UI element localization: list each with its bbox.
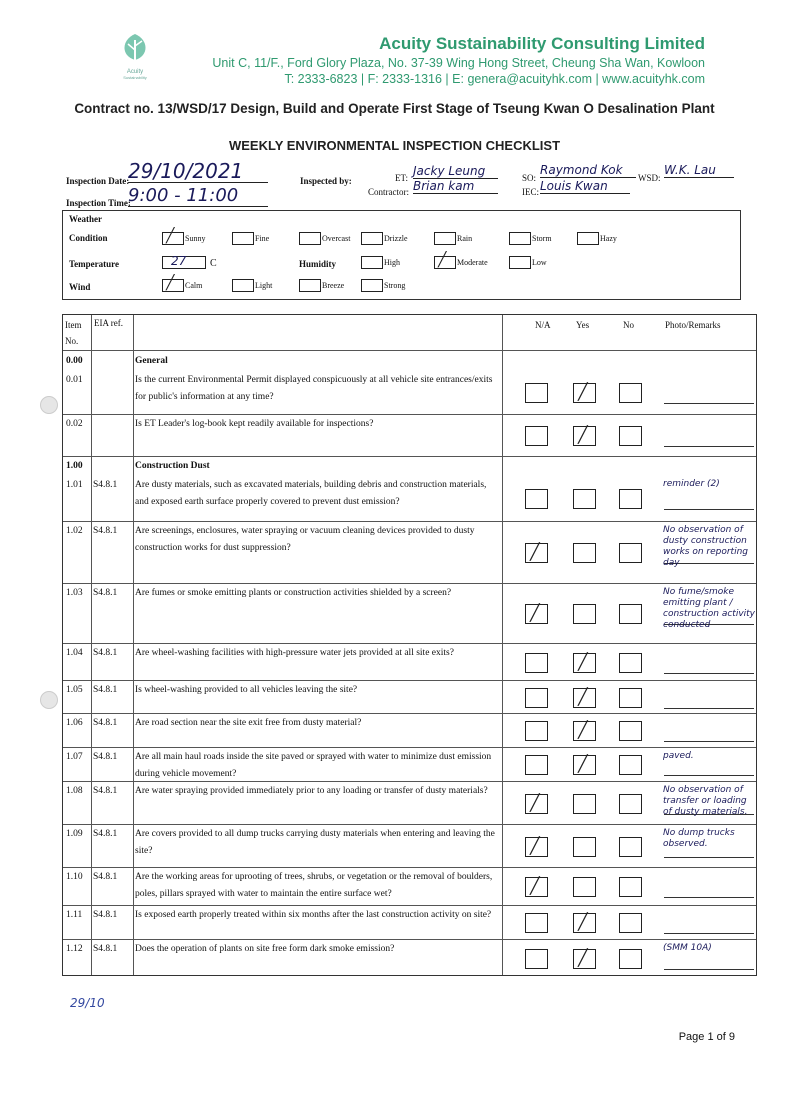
yes-checkbox[interactable] bbox=[573, 383, 596, 403]
sunny-checkbox[interactable]: ╱ bbox=[162, 232, 184, 245]
na-checkbox[interactable] bbox=[525, 383, 548, 403]
na-checkbox[interactable] bbox=[525, 543, 548, 563]
overcast-checkbox[interactable] bbox=[299, 232, 321, 245]
na-checkbox[interactable] bbox=[525, 688, 548, 708]
item-number: 0.02 bbox=[66, 419, 83, 429]
yes-checkbox[interactable] bbox=[573, 949, 596, 969]
drizzle-option: Drizzle bbox=[384, 234, 408, 243]
yes-checkbox[interactable] bbox=[573, 877, 596, 897]
check-mark-icon: ╱ bbox=[578, 912, 588, 931]
rain-checkbox[interactable] bbox=[434, 232, 456, 245]
humidity-label: Humidity bbox=[299, 259, 337, 269]
fine-option: Fine bbox=[255, 234, 270, 243]
question-text: Are fumes or smoke emitting plants or construction activities shielded by a screen? bbox=[135, 588, 452, 598]
na-checkbox[interactable] bbox=[525, 755, 548, 775]
light-checkbox[interactable] bbox=[232, 279, 254, 292]
leaf-logo-icon bbox=[115, 30, 155, 62]
na-checkbox[interactable] bbox=[525, 426, 548, 446]
question-text: Are all main haul roads inside the site paved or sprayed with water to minimize dust emission during vehicle movement? bbox=[135, 752, 492, 779]
checklist-table bbox=[62, 314, 757, 976]
remarks-line bbox=[664, 857, 754, 858]
drizzle-checkbox[interactable] bbox=[361, 232, 383, 245]
yes-checkbox[interactable] bbox=[573, 755, 596, 775]
company-address bbox=[212, 55, 705, 87]
item-number: 1.12 bbox=[66, 944, 83, 954]
eia-ref: S4.8.1 bbox=[93, 718, 118, 728]
check-mark-icon: ╱ bbox=[530, 542, 540, 561]
no-checkbox[interactable] bbox=[619, 721, 642, 741]
remarks-line bbox=[664, 708, 754, 709]
remarks-line bbox=[664, 509, 754, 510]
yes-checkbox[interactable] bbox=[573, 489, 596, 509]
item-number: 1.11 bbox=[66, 910, 83, 920]
header-yes: Yes bbox=[576, 320, 590, 330]
no-checkbox[interactable] bbox=[619, 426, 642, 446]
na-checkbox[interactable] bbox=[525, 949, 548, 969]
item-number: 1.09 bbox=[66, 829, 83, 839]
section-heading: General bbox=[135, 356, 168, 366]
question-text: Are the working areas for uprooting of trees, shrubs, or vegetation or the removal of boulders, poles, pillars sprayed with water to maintain the entire surface wet? bbox=[135, 872, 493, 899]
no-checkbox[interactable] bbox=[619, 383, 642, 403]
yes-checkbox[interactable] bbox=[573, 653, 596, 673]
remarks-line bbox=[664, 741, 754, 742]
question-text: Is exposed earth properly treated within six months after the last construction activity on site? bbox=[135, 910, 492, 920]
header-remarks: Photo/Remarks bbox=[665, 320, 721, 330]
yes-checkbox[interactable] bbox=[573, 721, 596, 741]
hazy-option: Hazy bbox=[600, 234, 617, 243]
item-number: 1.02 bbox=[66, 526, 83, 536]
remarks-line bbox=[664, 897, 754, 898]
breeze-option: Breeze bbox=[322, 281, 345, 290]
item-number: 1.06 bbox=[66, 718, 83, 728]
eia-ref: S4.8.1 bbox=[93, 480, 118, 490]
wind-label: Wind bbox=[69, 282, 91, 292]
remarks-line bbox=[664, 933, 754, 934]
punch-hole bbox=[40, 396, 58, 414]
high-humidity-checkbox[interactable] bbox=[361, 256, 383, 269]
temperature-unit: C bbox=[210, 258, 217, 269]
na-checkbox[interactable] bbox=[525, 721, 548, 741]
remark-text: No dump trucks observed. bbox=[663, 828, 735, 849]
yes-checkbox[interactable] bbox=[573, 604, 596, 624]
na-checkbox[interactable] bbox=[525, 653, 548, 673]
remark-text: (SMM 10A) bbox=[663, 943, 712, 953]
header-eia: EIA ref. bbox=[94, 318, 123, 328]
header-item: Item No. bbox=[65, 320, 82, 346]
check-mark-icon: ╱ bbox=[578, 754, 588, 773]
eia-ref: S4.8.1 bbox=[93, 648, 118, 658]
header-na: N/A bbox=[535, 320, 551, 330]
high-humidity-option: High bbox=[384, 258, 400, 267]
eia-ref: S4.8.1 bbox=[93, 588, 118, 598]
calm-option: Calm bbox=[185, 281, 203, 290]
check-mark-icon: ╱ bbox=[530, 793, 540, 812]
header-no: No bbox=[623, 320, 634, 330]
yes-checkbox[interactable] bbox=[573, 543, 596, 563]
check-mark-icon: ╱ bbox=[578, 425, 588, 444]
no-checkbox[interactable] bbox=[619, 653, 642, 673]
temperature-value: 27 bbox=[171, 254, 187, 268]
eia-ref: S4.8.1 bbox=[93, 786, 118, 796]
low-humidity-option: Low bbox=[532, 258, 547, 267]
yes-checkbox[interactable] bbox=[573, 913, 596, 933]
na-checkbox[interactable] bbox=[525, 794, 548, 814]
inspection-date-label: Inspection Date: bbox=[66, 176, 130, 186]
check-mark-icon: ╱ bbox=[530, 876, 540, 895]
yes-checkbox[interactable] bbox=[573, 426, 596, 446]
item-number: 0.01 bbox=[66, 375, 83, 385]
no-checkbox[interactable] bbox=[619, 688, 642, 708]
weather-label: Weather bbox=[69, 214, 102, 224]
remarks-line bbox=[664, 775, 754, 776]
eia-ref: S4.8.1 bbox=[93, 944, 118, 954]
question-text: Is the current Environmental Permit displayed conspicuously at all vehicle site entrances/exits for public's information at any time? bbox=[135, 375, 493, 402]
item-number: 1.01 bbox=[66, 480, 83, 490]
remark-text: No fume/smoke emitting plant / construction activity conducted bbox=[663, 587, 756, 630]
na-checkbox[interactable] bbox=[525, 877, 548, 897]
item-number: 1.05 bbox=[66, 685, 83, 695]
remarks-line bbox=[664, 969, 754, 970]
et-value: Jacky Leung bbox=[413, 164, 498, 179]
iec-value: Louis Kwan bbox=[540, 179, 630, 194]
strong-option: Strong bbox=[384, 281, 406, 290]
no-checkbox[interactable] bbox=[619, 794, 642, 814]
item-number: 1.04 bbox=[66, 648, 83, 658]
remark-text: reminder (2) bbox=[663, 479, 720, 489]
et-label: ET: bbox=[395, 173, 409, 183]
logo-name: Acuity bbox=[126, 69, 144, 75]
moderate-humidity-option: Moderate bbox=[457, 258, 488, 267]
overcast-option: Overcast bbox=[322, 234, 351, 243]
eia-ref: S4.8.1 bbox=[93, 685, 118, 695]
item-number: 1.00 bbox=[66, 461, 83, 471]
rain-option: Rain bbox=[457, 234, 473, 243]
hazy-checkbox[interactable] bbox=[577, 232, 599, 245]
yes-checkbox[interactable] bbox=[573, 688, 596, 708]
weather-conditions-box bbox=[62, 210, 741, 300]
temperature-field[interactable] bbox=[162, 256, 206, 269]
temperature-label: Temperature bbox=[69, 259, 119, 269]
no-checkbox[interactable] bbox=[619, 489, 642, 509]
check-mark-icon: ╱ bbox=[530, 836, 540, 855]
inspection-date-value: 29/10/2021 bbox=[128, 160, 268, 183]
inspected-by-label: Inspected by: bbox=[300, 176, 352, 186]
section-heading: Construction Dust bbox=[135, 461, 210, 471]
storm-option: Storm bbox=[532, 234, 552, 243]
question-text: Are water spraying provided immediately prior to any loading or transfer of dusty materials? bbox=[135, 786, 488, 796]
so-label: SO: bbox=[522, 173, 537, 183]
page-title: WEEKLY ENVIRONMENTAL INSPECTION CHECKLIST bbox=[228, 138, 561, 153]
item-number: 1.08 bbox=[66, 786, 83, 796]
contractor-value: Brian kam bbox=[413, 179, 498, 194]
condition-label: Condition bbox=[69, 233, 108, 243]
so-value: Raymond Kok bbox=[540, 163, 636, 178]
no-checkbox[interactable] bbox=[619, 755, 642, 775]
na-checkbox[interactable] bbox=[525, 913, 548, 933]
na-checkbox[interactable] bbox=[525, 489, 548, 509]
calm-checkbox[interactable]: ╱ bbox=[162, 279, 184, 292]
item-number: 0.00 bbox=[66, 356, 83, 366]
punch-hole bbox=[40, 691, 58, 709]
eia-ref: S4.8.1 bbox=[93, 910, 118, 920]
wsd-value: W.K. Lau bbox=[664, 163, 734, 178]
check-mark-icon: ╱ bbox=[578, 948, 588, 967]
eia-ref: S4.8.1 bbox=[93, 829, 118, 839]
question-text: Is wheel-washing provided to all vehicles leaving the site? bbox=[135, 685, 358, 695]
na-checkbox[interactable] bbox=[525, 604, 548, 624]
contract-title: Contract no. 13/WSD/17 Design, Build and Operate First Stage of Tseung Kwan O Desalination Plant bbox=[74, 101, 715, 116]
check-mark-icon: ╱ bbox=[578, 382, 588, 401]
eia-ref: S4.8.1 bbox=[93, 752, 118, 762]
moderate-humidity-checkbox[interactable]: ╱ bbox=[434, 256, 456, 269]
question-text: Are covers provided to all dump trucks carrying dusty materials when entering and leaving the site? bbox=[135, 829, 495, 856]
remark-text: paved. bbox=[663, 751, 694, 761]
check-mark-icon: ╱ bbox=[578, 720, 588, 739]
check-mark-icon: ╱ bbox=[578, 652, 588, 671]
eia-ref: S4.8.1 bbox=[93, 872, 118, 882]
question-text: Does the operation of plants on site free form dark smoke emission? bbox=[135, 944, 395, 954]
iec-label: IEC: bbox=[522, 187, 539, 197]
no-checkbox[interactable] bbox=[619, 877, 642, 897]
no-checkbox[interactable] bbox=[619, 913, 642, 933]
item-number: 1.10 bbox=[66, 872, 83, 882]
contact-line: T: 2333-6823 | F: 2333-1316 | E: genera@acuityhk.com | www.acuityhk.com bbox=[284, 72, 705, 86]
light-option: Light bbox=[255, 281, 273, 290]
question-text: Are road section near the site exit free from dusty material? bbox=[135, 718, 362, 728]
handwritten-initial: 29/10 bbox=[70, 996, 105, 1010]
company-logo bbox=[105, 30, 165, 92]
question-text: Is ET Leader's log-book kept readily available for inspections? bbox=[135, 419, 374, 429]
remark-text: No observation of dusty construction works on reporting day bbox=[663, 525, 749, 568]
page-number: Page 1 of 9 bbox=[678, 1031, 735, 1043]
no-checkbox[interactable] bbox=[619, 604, 642, 624]
question-text: Are wheel-washing facilities with high-pressure water jets provided at all site exits? bbox=[135, 648, 454, 658]
no-checkbox[interactable] bbox=[619, 837, 642, 857]
check-mark-icon: ╱ bbox=[578, 687, 588, 706]
inspection-time-label: Inspection Time: bbox=[66, 198, 131, 208]
contractor-label: Contractor: bbox=[368, 187, 409, 197]
check-mark-icon: ╱ bbox=[530, 603, 540, 622]
eia-ref: S4.8.1 bbox=[93, 526, 118, 536]
remarks-line bbox=[664, 403, 754, 404]
address-line: Unit C, 11/F., Ford Glory Plaza, No. 37-39 Wing Hong Street, Cheung Sha Wan, Kowloon bbox=[212, 56, 705, 70]
remark-text: No observation of transfer or loading of dusty materials. bbox=[663, 785, 748, 817]
question-text: Are dusty materials, such as excavated materials, building debris and construction materials, and exposed earth surface properly covered to prevent dust emission? bbox=[135, 480, 487, 507]
fine-checkbox[interactable] bbox=[232, 232, 254, 245]
item-number: 1.03 bbox=[66, 588, 83, 598]
no-checkbox[interactable] bbox=[619, 949, 642, 969]
storm-checkbox[interactable] bbox=[509, 232, 531, 245]
low-humidity-checkbox[interactable] bbox=[509, 256, 531, 269]
item-number: 1.07 bbox=[66, 752, 83, 762]
no-checkbox[interactable] bbox=[619, 543, 642, 563]
na-checkbox[interactable] bbox=[525, 837, 548, 857]
breeze-checkbox[interactable] bbox=[299, 279, 321, 292]
question-text: Are screenings, enclosures, water spraying or vacuum cleaning devices provided to dusty construction works for dust suppression? bbox=[135, 526, 475, 553]
strong-checkbox[interactable] bbox=[361, 279, 383, 292]
remarks-line bbox=[664, 673, 754, 674]
wsd-label: WSD: bbox=[638, 173, 661, 183]
inspection-time-value: 9:00 - 11:00 bbox=[128, 186, 268, 207]
sunny-option: Sunny bbox=[185, 234, 206, 243]
logo-tagline: Sustainability bbox=[123, 75, 147, 80]
remarks-line bbox=[664, 446, 754, 447]
yes-checkbox[interactable] bbox=[573, 837, 596, 857]
company-name: Acuity Sustainability Consulting Limited bbox=[379, 34, 705, 53]
yes-checkbox[interactable] bbox=[573, 794, 596, 814]
